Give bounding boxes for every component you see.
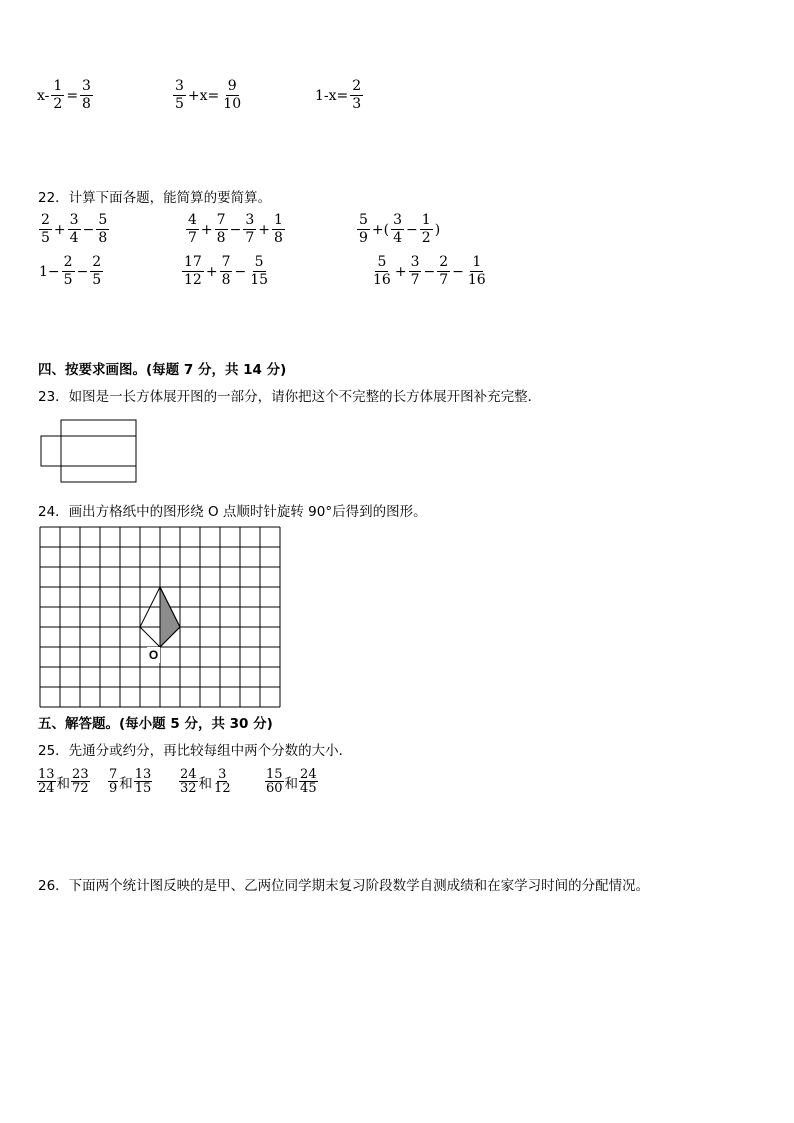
- expression-6: $\frac{5}{16}$ + $\frac{3}{7}$ − $\frac{2}{7}$ − $\frac{1}{16}$: [373, 254, 486, 288]
- equation-middle: +x=: [187, 87, 220, 104]
- expression-5: $\frac{17}{12}$ + $\frac{7}{8}$ − $\frac{5}{15}$: [184, 254, 269, 288]
- equation-prefix: x-: [37, 87, 50, 104]
- fraction: $\frac{9}{10}$: [223, 78, 242, 112]
- equation-prefix: 1-x=: [315, 87, 349, 104]
- q24-title: 24．画出方格纸中的图形绕 O 点顺时针旋转 90°后得到的图形。: [38, 504, 427, 520]
- fraction: $\frac{2}{3}$: [352, 78, 362, 112]
- fraction: $\frac{3}{8}$: [82, 78, 91, 112]
- section-4-title: 四、按要求画图。(每题 7 分，共 14 分): [38, 362, 287, 378]
- expression-3: $\frac{5}{9}$ +( $\frac{3}{4}$ − $\frac{1}{2}$ ): [359, 212, 441, 246]
- fraction-pair-1: $\frac{13}{24}$ 和 $\frac{23}{72}$: [38, 767, 89, 796]
- fraction-pair-4: $\frac{15}{60}$ 和 $\frac{24}{45}$: [266, 767, 317, 796]
- expression-4: 1− $\frac{2}{5}$ − $\frac{2}{5}$: [39, 254, 102, 288]
- fraction-pair-3: $\frac{24}{32}$ 和 $\frac{3}{12}$: [180, 767, 231, 796]
- q25-title: 25．先通分或约分，再比较每组中两个分数的大小．: [38, 743, 353, 759]
- expression-2: $\frac{4}{7}$ + $\frac{7}{8}$ − $\frac{3}{7}$ + $\frac{1}{8}$: [188, 212, 283, 246]
- point-o-label: O: [148, 648, 159, 662]
- shaded-triangle: [160, 587, 180, 647]
- equals-sign: =: [66, 87, 79, 104]
- fraction: $\frac{3}{5}$: [175, 78, 184, 112]
- section-5-title: 五、解答题。(每小题 5 分，共 30 分): [38, 716, 273, 732]
- expression-1: $\frac{2}{5}$ + $\frac{3}{4}$ − $\frac{5}{8}$: [41, 212, 108, 246]
- q22-title: 22．计算下面各题，能简算的要简算。: [38, 190, 272, 206]
- q26-title: 26．下面两个统计图反映的是甲、乙两位同学期末复习阶段数学自测成绩和在家学习时间的分配情况。: [38, 878, 650, 894]
- q23-title: 23．如图是一长方体展开图的一部分，请你把这个不完整的长方体展开图补充完整．: [38, 389, 542, 405]
- fraction: $\frac{1}{2}$: [53, 78, 63, 112]
- fraction-pair-2: $\frac{7}{9}$ 和 $\frac{13}{15}$: [109, 767, 152, 796]
